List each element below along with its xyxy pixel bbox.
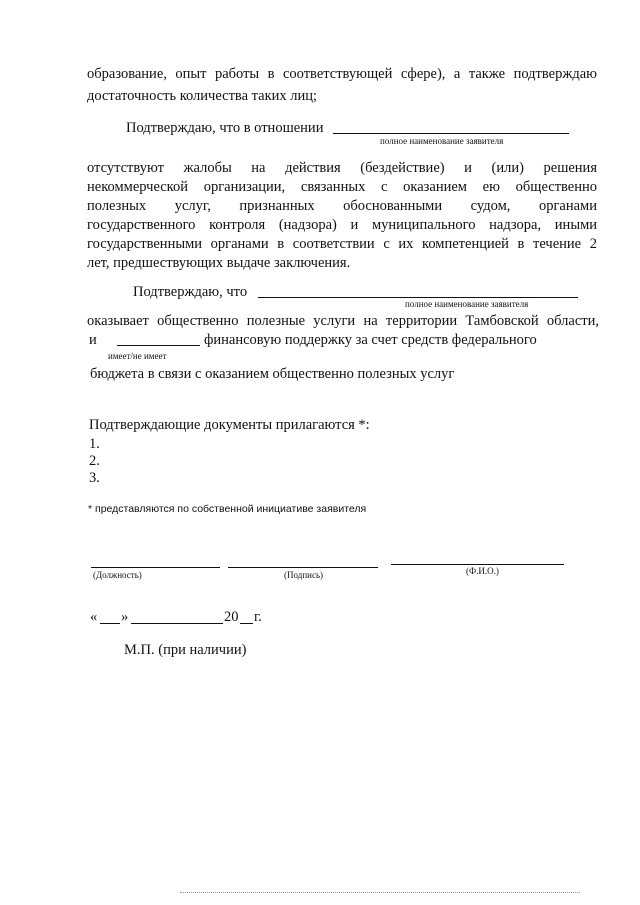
confirm-lead: Подтверждаю, что xyxy=(133,284,248,300)
scan-artifact xyxy=(180,892,580,893)
date-day-line xyxy=(100,623,120,624)
footnote: * представляются по собственной инициативе заявителя xyxy=(88,503,367,515)
text-line: бюджета в связи с оказанием общественно полезных услуг xyxy=(90,366,455,382)
applicant-name-line xyxy=(258,297,578,298)
date-close-quote: » xyxy=(121,609,129,625)
signature-line xyxy=(228,567,378,568)
stamp-place: М.П. (при наличии) xyxy=(124,642,247,658)
full-name-caption: (Ф.И.О.) xyxy=(466,566,499,576)
position-caption: (Должность) xyxy=(93,570,142,580)
text-line: государственными органами в соответствии с их компетенцией в течение 2 xyxy=(87,236,597,252)
docs-item: 1. xyxy=(89,436,100,452)
docs-item: 3. xyxy=(89,470,100,486)
field-caption: полное наименование заявителя xyxy=(405,299,529,309)
position-line xyxy=(91,567,220,568)
text-line: отсутствуют жалобы на действия (бездействие) и (или) решения xyxy=(87,160,597,176)
date-open-quote: « xyxy=(90,609,98,625)
date-month-line xyxy=(131,623,223,624)
date-suffix: г. xyxy=(254,609,262,625)
date-year: 20 xyxy=(224,609,239,625)
text-line: финансовую поддержку за счет средств федерального xyxy=(204,332,537,348)
text-line: некоммерческой организации, связанных с оказанием ею общественно xyxy=(87,179,597,195)
full-name-line xyxy=(391,564,564,565)
text-line: достаточность количества таких лиц; xyxy=(87,88,318,104)
text-line: государственного контроля (надзора) и муниципального надзора, иными xyxy=(87,217,597,233)
field-caption: полное наименование заявителя xyxy=(380,136,504,146)
applicant-name-line xyxy=(333,133,569,134)
signature-caption: (Подпись) xyxy=(284,570,324,580)
confirm-lead: Подтверждаю, что в отношении xyxy=(126,120,324,136)
text-line: образование, опыт работы в соответствующей сфере), а также подтверждаю xyxy=(87,66,597,82)
has-not-has-line xyxy=(117,345,200,346)
date-year-line xyxy=(240,623,253,624)
docs-item: 2. xyxy=(89,453,100,469)
text-line: и xyxy=(89,332,97,348)
docs-heading: Подтверждающие документы прилагаются *: xyxy=(89,417,370,433)
field-caption: имеет/не имеет xyxy=(108,351,167,361)
text-line: оказывает общественно полезные услуги на территории Тамбовской области, xyxy=(87,313,599,329)
text-line: лет, предшествующих выдаче заключения. xyxy=(87,255,351,271)
text-line: полезных услуг, признанных обоснованными судом, органами xyxy=(87,198,597,214)
